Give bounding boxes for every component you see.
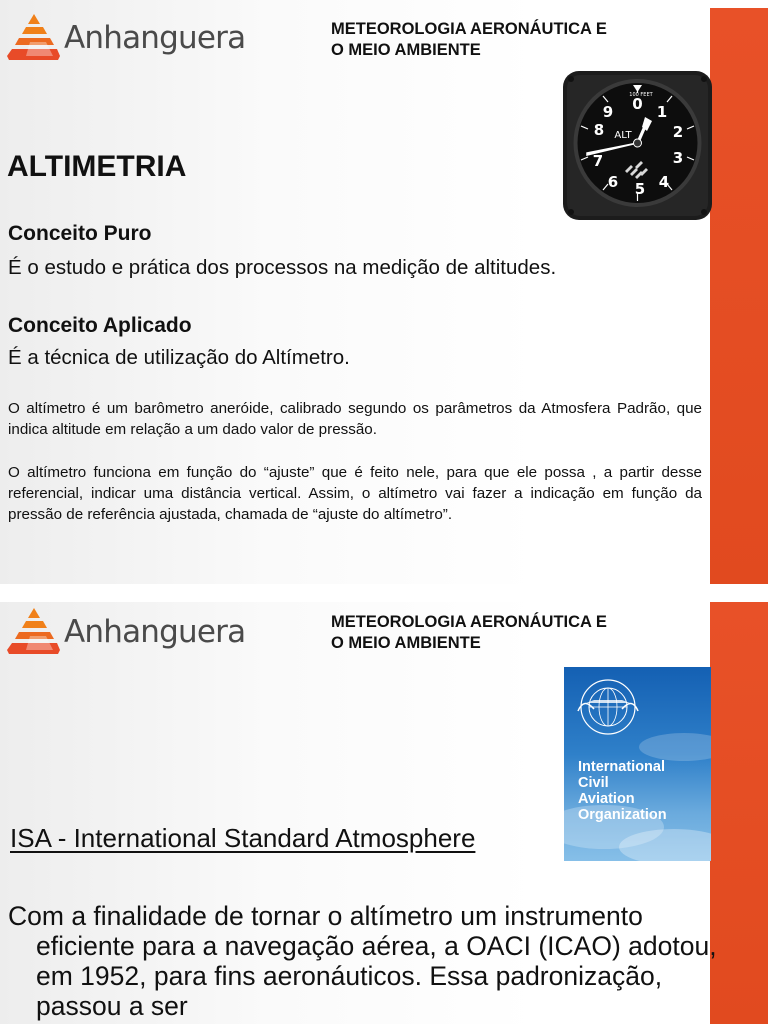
course-title-line-2: O MEIO AMBIENTE [331, 634, 481, 652]
dial-number-9: 9 [602, 103, 614, 121]
icao-image [564, 667, 711, 861]
dial-number-4: 4 [658, 173, 670, 191]
altimeter-image [563, 71, 712, 220]
course-title [331, 612, 711, 654]
icao-line-1: International [578, 759, 666, 775]
dial-number-0: 0 [632, 95, 643, 113]
brand-logo [6, 606, 245, 658]
slide-separator [0, 584, 768, 602]
altimeter-top-label: 100 FEET [629, 92, 653, 98]
icao-caption [578, 759, 667, 823]
isa-body-text: Com a finalidade de tornar o altímetro um instrumento eficiente para a navegação aérea, a OACI (ICAO) adotou, em 1952, para fins aeronáuticos. Essa padronização, passou a ser [8, 901, 717, 1021]
dial-number-2: 2 [672, 123, 684, 141]
section-text-conceito-aplicado: É a técnica de utilização do Altímetro. [8, 346, 350, 369]
course-title [331, 19, 711, 61]
dial-number-6: 6 [607, 173, 619, 191]
course-title-line-1: METEOROLOGIA AERONÁUTICA E [331, 613, 607, 631]
altimeter-center-label: ALT [614, 130, 632, 141]
anhanguera-logo-icon [6, 606, 61, 658]
course-title-line-2: O MEIO AMBIENTE [331, 41, 481, 59]
paragraph-altimeter-setting: O altímetro funciona em função do “ajuste” que é feito nele, para que ele possa , a partir desse referencial, indicar uma distância vertical. Assim, o altímetro vai fazer a indicação em função da pressão de referência ajustada, chamada de “ajuste do altímetro”. [8, 464, 702, 523]
brand-name: Anhanguera [64, 20, 246, 56]
icao-emblem-icon [578, 680, 638, 734]
section-heading-conceito-aplicado: Conceito Aplicado [8, 314, 192, 337]
isa-heading: ISA - International Standard Atmosphere [10, 823, 476, 853]
section-heading-conceito-puro: Conceito Puro [8, 222, 152, 245]
dial-number-5: 5 [634, 180, 646, 198]
dial-number-1: 1 [656, 103, 668, 121]
accent-bar [710, 8, 768, 584]
brand-name: Anhanguera [64, 614, 246, 650]
icao-line-3: Aviation [578, 791, 635, 807]
course-title-line-1: METEOROLOGIA AERONÁUTICA E [331, 20, 607, 38]
anhanguera-logo-icon [6, 12, 61, 64]
brand-logo [6, 12, 245, 64]
section-text-conceito-puro: É o estudo e prática dos processos na medição de altitudes. [8, 256, 557, 279]
paragraph-altimeter-definition: O altímetro é um barômetro aneróide, calibrado segundo os parâmetros da Atmosfera Padrão, que indica altitude em relação a um dado valor de pressão. [8, 400, 702, 438]
slide-title: ALTIMETRIA [7, 150, 187, 183]
dial-number-3: 3 [672, 149, 684, 167]
dial-number-7: 7 [592, 152, 604, 170]
icao-line-2: Civil [578, 775, 609, 791]
dial-number-8: 8 [593, 121, 605, 139]
icao-line-4: Organization [578, 807, 667, 823]
